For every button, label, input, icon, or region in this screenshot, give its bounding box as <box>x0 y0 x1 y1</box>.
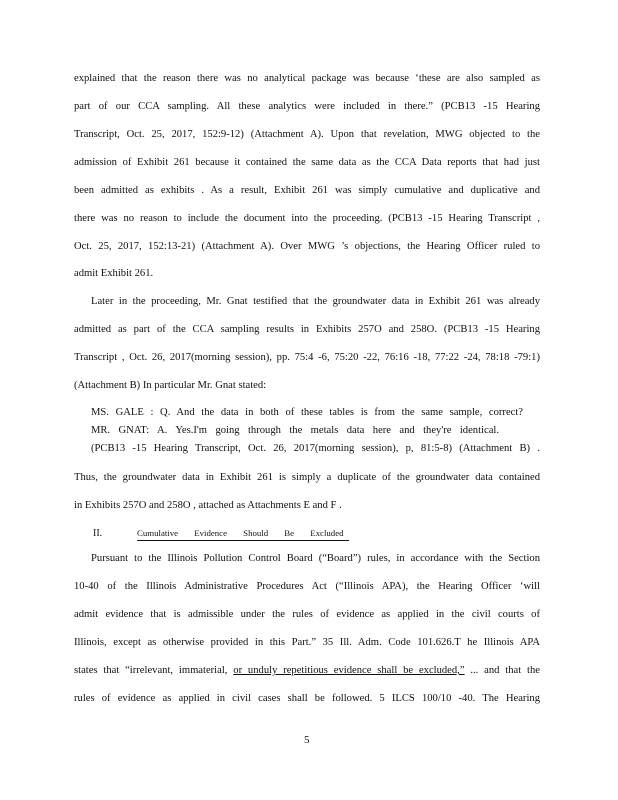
body-line: explained that the reason there was no analytical package was because ‘these are also sampled as <box>74 73 540 84</box>
body-line: part of our CCA sampling. All these analytics were included in there.” (PCB13 -15 Hearing <box>74 101 540 112</box>
page-number: 5 <box>304 734 310 746</box>
body-line: admitted as part of the CCA sampling results in Exhibits 257O and 258O. (PCB13 -15 Hearing <box>74 324 540 335</box>
body-line: Pursuant to the Illinois Pollution Control Board (“Board”) rules, in accordance with the Section <box>91 553 540 564</box>
states-line-before: states that “irrelevant, immaterial, <box>74 665 228 676</box>
body-line: Illinois, except as otherwise provided in this Part.” 35 Ill. Adm. Code 101.626.T he Illinois APA <box>74 637 540 648</box>
transcript-quote-line: MS. GALE : Q. And the data in both of these tables is from the same sample, correct? <box>91 407 523 418</box>
body-line: rules of evidence as applied in civil cases shall be followed. 5 ILCS 100/10 -40. The Hearing <box>74 693 540 704</box>
body-line: Thus, the groundwater data in Exhibit 261 is simply a duplicate of the groundwater data contained <box>74 472 540 483</box>
body-line: Oct. 25, 2017, 152:13-21) (Attachment A). Over MWG ’s objections, the Hearing Officer ruled to <box>74 241 540 252</box>
body-line: Later in the proceeding, Mr. Gnat testified that the groundwater data in Exhibit 261 was already <box>91 296 540 307</box>
transcript-quote-line: MR. GNAT: A. Yes.I'm going through the metals data here and they're identical. <box>91 425 499 436</box>
underlined-quote: or unduly repetitious evidence shall be excluded,” <box>233 665 465 676</box>
section-number: II. <box>93 528 103 539</box>
body-line: Transcript , Oct. 26, 2017(morning session), pp. 75:4 -6, 75:20 -22, 76:16 -18, 77:22 -24, 78:18 -79:1) <box>74 352 540 363</box>
body-line: been admitted as exhibits . As a result, Exhibit 261 was simply cumulative and duplicative and <box>74 185 540 196</box>
body-line: (Attachment B) In particular Mr. Gnat stated: <box>74 380 267 391</box>
states-line-after: ... and that the <box>470 665 540 676</box>
body-line: Transcript, Oct. 25, 2017, 152:9-12) (Attachment A). Upon that revelation, MWG objected to the <box>74 129 540 140</box>
body-line: there was no reason to include the document into the proceeding. (PCB13 -15 Hearing Transcript , <box>74 213 540 224</box>
body-line: admit Exhibit 261. <box>74 268 154 279</box>
body-line: admit evidence that is admissible under the rules of evidence as applied in the civil courts of <box>74 609 540 620</box>
body-line: 10-40 of the Illinois Administrative Procedures Act (“Illinois APA), the Hearing Officer ‘will <box>74 581 540 592</box>
section-heading <box>93 527 349 541</box>
section-title: Cumulative Evidence Should Be Excluded <box>137 527 349 541</box>
body-line: in Exhibits 257O and 258O , attached as Attachments E and F . <box>74 500 342 511</box>
body-line: admission of Exhibit 261 because it contained the same data as the CCA Data reports that had just <box>74 157 540 168</box>
transcript-citation-line: (PCB13 -15 Hearing Transcript, Oct. 26, 2017(morning session), p, 81:5-8) (Attachment B) . <box>91 443 540 454</box>
body-line-with-underline <box>74 664 540 677</box>
